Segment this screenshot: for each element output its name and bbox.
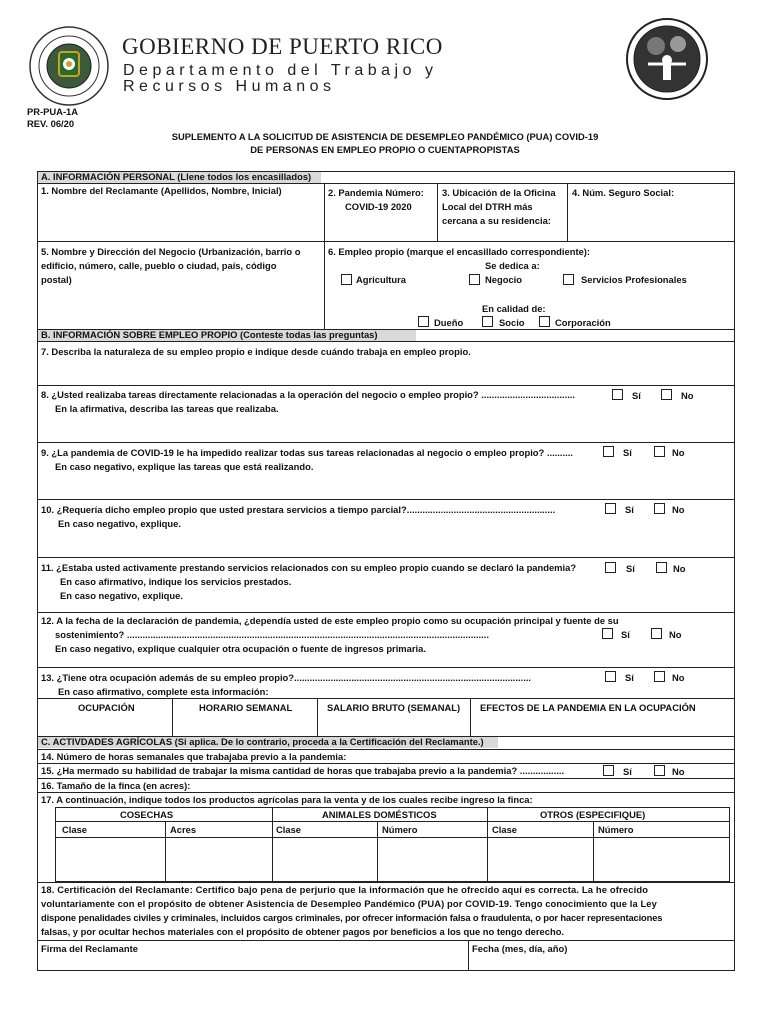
puerto-rico-seal-icon xyxy=(29,26,109,106)
calidad-label: En calidad de: xyxy=(482,303,546,314)
field-5-label-2: edificio, número, calle, pueblo o ciudad, país, código xyxy=(41,260,277,271)
department-line-2: Recursos Humanos xyxy=(123,78,336,95)
col-efectos: EFECTOS DE LA PANDEMIA EN LA OCUPACIÓN xyxy=(480,702,696,713)
q12-no-label: No xyxy=(669,629,682,640)
field-5-label-1: 5. Nombre y Dirección del Negocio (Urbanización, barrio o xyxy=(41,246,301,257)
field-3-label-2: Local del DTRH más xyxy=(442,201,533,212)
field-3-label-1: 3. Ubicación de la Oficina xyxy=(442,187,556,198)
q11-no-checkbox[interactable] xyxy=(656,562,667,573)
signature-label: Firma del Reclamante xyxy=(41,943,138,954)
q15-si-label: Sí xyxy=(623,766,632,777)
department-line-1: Departamento del Trabajo y xyxy=(123,62,438,79)
q11-no-label: No xyxy=(673,563,686,574)
question-13-note: En caso afirmativo, complete esta información: xyxy=(58,686,269,697)
government-title: GOBIERNO DE PUERTO RICO xyxy=(122,34,443,59)
animales-clase: Clase xyxy=(276,824,302,835)
question-9: 9. ¿La pandemia de COVID-19 le ha impedido realizar todas sus tareas relacionadas al negocio o empleo propio? .......... xyxy=(41,447,573,458)
question-8: 8. ¿Usted realizaba tareas directamente relacionadas a la operación del negocio o empleo propio? .................................... xyxy=(41,389,576,400)
q15-no-label: No xyxy=(672,766,685,777)
col-otros: OTROS (ESPECIFIQUE) xyxy=(540,809,646,820)
question-12: 12. A la fecha de la declaración de pandemia, ¿dependía usted de este empleo propio como su ocupación principal y fuente de su xyxy=(41,615,619,626)
question-17: 17. A continuación, indique todos los productos agrícolas para la venta y de los cuales recibe ingreso la finca: xyxy=(41,794,533,805)
col-horario: HORARIO SEMANAL xyxy=(199,702,293,713)
form-revision: REV. 06/20 xyxy=(27,118,75,129)
q8-no-checkbox[interactable] xyxy=(661,389,672,400)
q13-no-label: No xyxy=(672,672,685,683)
socio-checkbox[interactable] xyxy=(482,316,493,327)
q9-si-label: Sí xyxy=(623,447,632,458)
form-code: PR-PUA-1A xyxy=(27,106,79,117)
corporacion-checkbox[interactable] xyxy=(539,316,550,327)
dtrh-seal-icon xyxy=(626,18,708,100)
cosechas-clase: Clase xyxy=(62,824,88,835)
q11-si-label: Sí xyxy=(626,563,635,574)
servicios-label: Servicios Profesionales xyxy=(581,274,687,285)
q8-si-label: Sí xyxy=(632,390,641,401)
field-3-label-3: cercana a su residencia: xyxy=(442,215,551,226)
question-11-note-2: En caso negativo, explique. xyxy=(60,590,183,601)
col-ocupacion: OCUPACIÓN xyxy=(78,702,135,713)
field-4-label: 4. Núm. Seguro Social: xyxy=(572,187,675,198)
agricultura-checkbox[interactable] xyxy=(341,274,352,285)
q13-si-checkbox[interactable] xyxy=(605,671,616,682)
field-1-label: 1. Nombre del Reclamante (Apellidos, Nombre, Inicial) xyxy=(41,185,282,196)
q12-si-label: Sí xyxy=(621,629,630,640)
dueno-checkbox[interactable] xyxy=(418,316,429,327)
field-6-label: 6. Empleo propio (marque el encasillado correspondiente): xyxy=(328,246,591,257)
q9-si-checkbox[interactable] xyxy=(603,446,614,457)
col-cosechas: COSECHAS xyxy=(120,809,174,820)
question-12-line-2: sostenimiento? ........................................................................................................................................... xyxy=(55,629,489,640)
certification-line-1: 18. Certificación del Reclamante: Certifico bajo pena de perjurio que la información que he ofrecido aquí es correcta. La he ofrecido xyxy=(41,884,649,895)
servicios-checkbox[interactable] xyxy=(563,274,574,285)
q10-si-checkbox[interactable] xyxy=(605,503,616,514)
certification-line-4: falsas, y por ocultar hechos materiales con el propósito de obtener pagos por beneficios a los que no tengo derecho. xyxy=(41,926,565,937)
question-11: 11. ¿Estaba usted activamente prestando servicios relacionados con su empleo propio cuando se declaró la pandemia? xyxy=(41,562,577,573)
question-12-note: En caso negativo, explique cualquier otra ocupación o fuente de ingresos primaria. xyxy=(55,643,426,654)
q8-si-checkbox[interactable] xyxy=(612,389,623,400)
q12-no-checkbox[interactable] xyxy=(651,628,662,639)
field-2-value: COVID-19 2020 xyxy=(345,201,412,212)
q8-no-label: No xyxy=(681,390,694,401)
field-2-label: 2. Pandemia Número: xyxy=(328,187,424,198)
question-13: 13. ¿Tiene otra ocupación además de su empleo propio?........................................................................................... xyxy=(41,672,532,683)
negocio-checkbox[interactable] xyxy=(469,274,480,285)
col-animales: ANIMALES DOMÉSTICOS xyxy=(322,809,437,820)
question-14: 14. Número de horas semanales que trabajaba previo a la pandemia: xyxy=(41,751,347,762)
q10-si-label: Sí xyxy=(625,504,634,515)
socio-label: Socio xyxy=(499,317,525,328)
cosechas-acres: Acres xyxy=(170,824,197,835)
q10-no-checkbox[interactable] xyxy=(654,503,665,514)
field-5-label-3: postal) xyxy=(41,274,72,285)
otros-clase: Clase xyxy=(492,824,518,835)
question-11-note-1: En caso afirmativo, indique los servicios prestados. xyxy=(60,576,292,587)
q9-no-label: No xyxy=(672,447,685,458)
corporacion-label: Corporación xyxy=(555,317,611,328)
question-16: 16. Tamaño de la finca (en acres): xyxy=(41,780,191,791)
negocio-label: Negocio xyxy=(485,274,522,285)
certification-line-3: dispone penalidades civiles y criminales, incluidos cargos criminales, por ofrecer información falsa o fraudulenta, o por hacer representaciones xyxy=(41,912,663,923)
question-8-note: En la afirmativa, describa las tareas que realizaba. xyxy=(55,403,279,414)
section-a-title: A. INFORMACIÓN PERSONAL (Llene todos los encasillados) xyxy=(41,171,312,182)
form-title-line-1: SUPLEMENTO A LA SOLICITUD DE ASISTENCIA DE DESEMPLEO PANDÉMICO (PUA) COVID-19 xyxy=(171,131,599,142)
dedica-label: Se dedica a: xyxy=(485,260,540,271)
question-9-note: En caso negativo, explique las tareas que está realizando. xyxy=(55,461,314,472)
dueno-label: Dueño xyxy=(434,317,464,328)
agricultura-label: Agricultura xyxy=(356,274,407,285)
date-label: Fecha (mes, día, año) xyxy=(472,943,568,954)
question-10-note: En caso negativo, explique. xyxy=(58,518,181,529)
question-7: 7. Describa la naturaleza de su empleo propio e indique desde cuándo trabaja en empleo propio. xyxy=(41,346,471,357)
q13-no-checkbox[interactable] xyxy=(654,671,665,682)
certification-line-2: voluntariamente con el propósito de obtener Asistencia de Desempleo Pandémico (PUA) por COVID-19. Tengo conocimiento que la Ley xyxy=(41,898,657,909)
animales-numero: Número xyxy=(382,824,418,835)
otros-numero: Número xyxy=(598,824,634,835)
q15-si-checkbox[interactable] xyxy=(603,765,614,776)
question-10: 10. ¿Requería dicho empleo propio que usted prestara servicios a tiempo parcial?......................................................... xyxy=(41,504,556,515)
q12-si-checkbox[interactable] xyxy=(602,628,613,639)
q9-no-checkbox[interactable] xyxy=(654,446,665,457)
q15-no-checkbox[interactable] xyxy=(654,765,665,776)
question-15: 15. ¿Ha mermado su habilidad de trabajar la misma cantidad de horas que trabajaba previo a la pandemia? ................. xyxy=(41,765,565,776)
col-salario: SALARIO BRUTO (SEMANAL) xyxy=(327,702,461,713)
q13-si-label: Sí xyxy=(625,672,634,683)
section-b-title: B. INFORMACIÓN SOBRE EMPLEO PROPIO (Conteste todas las preguntas) xyxy=(41,329,378,340)
form-title-line-2: DE PERSONAS EN EMPLEO PROPIO O CUENTAPROPISTAS xyxy=(250,144,520,155)
q11-si-checkbox[interactable] xyxy=(605,562,616,573)
section-c-title: C. ACTIVDADES AGRÍCOLAS (Si aplica. De lo contrario, proceda a la Certificación del Reclamante.) xyxy=(41,736,484,747)
q10-no-label: No xyxy=(672,504,685,515)
